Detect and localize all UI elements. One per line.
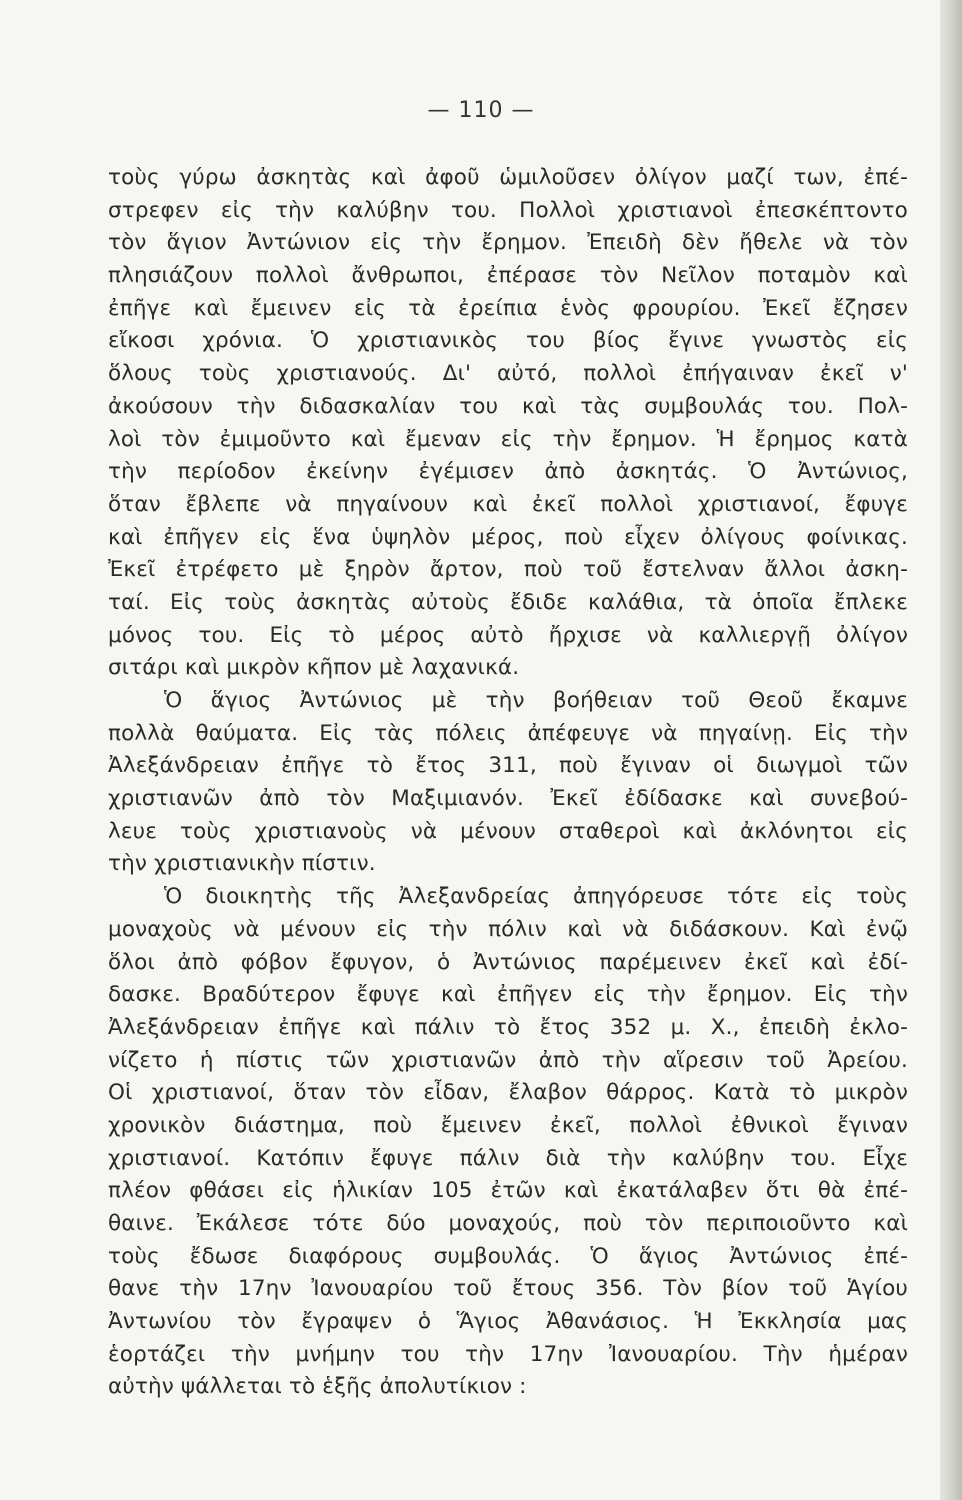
text-line: δασκε. Βραδύτερον ἔφυγε καὶ ἐπῆγεν εἰς τὴν ἔρημον. Εἰς τὴν — [108, 982, 908, 1008]
text-line: αὐτὴν ψάλλεται τὸ ἑξῆς ἀπολυτίκιον : — [108, 1374, 527, 1400]
text-line: ταί. Εἰς τοὺς ἀσκητὰς αὐτοὺς ἔδιδε καλάθια, τὰ ὁποῖα ἔπλεκε — [108, 589, 908, 615]
text-line: λευε τοὺς χριστιανοὺς νὰ μένουν σταθεροὶ καὶ ἀκλόνητοι εἰς — [108, 818, 908, 844]
text-line: θανε τὴν 17ην Ἰανουαρίου τοῦ ἔτους 356. Τὸν βίον τοῦ Ἁγίου — [108, 1276, 908, 1302]
text-line: χρονικὸν διάστημα, ποὺ ἔμεινεν ἐκεῖ, πολλοὶ ἐθνικοὶ ἔγιναν — [108, 1112, 908, 1138]
text-line: τὴν χριστιανικὴν πίστιν. — [108, 851, 376, 877]
text-line: τοὺς γύρω ἀσκητὰς καὶ ἀφοῦ ὡμιλοῦσεν ὀλίγον μαζί των, ἐπέ- — [108, 165, 908, 190]
text-line: πλέον φθάσει εἰς ἡλικίαν 105 ἐτῶν καὶ ἐκατάλαβεν ὅτι θὰ ἐπέ- — [108, 1178, 908, 1204]
text-line: πλησιάζουν πολλοὶ ἄνθρωποι, ἐπέρασε τὸν Νεῖλον ποταμὸν καὶ — [108, 263, 908, 289]
text-line: χριστιανῶν ἀπὸ τὸν Μαξιμιανόν. Ἐκεῖ ἐδίδασκε καὶ συνεβού- — [108, 786, 908, 812]
text-line: τοὺς ἔδωσε διαφόρους συμβουλάς. Ὁ ἅγιος Ἀντώνιος ἐπέ- — [108, 1243, 908, 1269]
text-line: ἐπῆγε καὶ ἔμεινεν εἰς τὰ ἐρείπια ἑνὸς φρουρίου. Ἐκεῖ ἔζησεν — [108, 295, 908, 321]
text-line: μοναχοὺς νὰ μένουν εἰς τὴν πόλιν καὶ νὰ διδάσκουν. Καὶ ἐνῷ — [108, 916, 908, 942]
text-line: σιτάρι καὶ μικρὸν κῆπον μὲ λαχανικά. — [108, 655, 520, 681]
text-line: ὅλοι ἀπὸ φόβον ἔφυγον, ὁ Ἀντώνιος παρέμεινεν ἐκεῖ καὶ ἐδί- — [108, 949, 908, 975]
page-number: — 110 — — [427, 98, 535, 123]
text-line: τὸν ἅγιον Ἀντώνιον εἰς τὴν ἔρημον. Ἐπειδὴ δὲν ἤθελε νὰ τὸν — [108, 230, 908, 256]
body-text — [108, 162, 908, 1404]
text-line: χριστιανοί. Κατόπιν ἔφυγε πάλιν διὰ τὴν καλύβην του. Εἶχε — [108, 1145, 908, 1171]
text-line: ὅταν ἔβλεπε νὰ πηγαίνουν καὶ ἐκεῖ πολλοὶ χριστιανοί, ἔφυγε — [108, 491, 908, 517]
text-line: λοὶ τὸν ἐμιμοῦντο καὶ ἔμεναν εἰς τὴν ἔρημον. Ἡ ἔρημος κατὰ — [108, 426, 908, 452]
text-line: Ἀντωνίου τὸν ἔγραψεν ὁ Ἅγιος Ἀθανάσιος. Ἡ Ἐκκλησία μας — [108, 1309, 908, 1335]
text-line: νίζετο ἡ πίστις τῶν χριστιανῶν ἀπὸ τὴν αἵρεσιν τοῦ Ἀρείου. — [108, 1047, 908, 1073]
text-line: μόνος του. Εἰς τὸ μέρος αὐτὸ ἤρχισε νὰ καλλιεργῇ ὀλίγον — [108, 622, 908, 648]
text-line: ἑορτάζει τὴν μνήμην του τὴν 17ην Ἰανουαρίου. Τὴν ἡμέραν — [108, 1341, 908, 1367]
paragraph-start-line: Ὁ διοικητὴς τῆς Ἀλεξανδρείας ἀπηγόρευσε τότε εἰς τοὺς — [164, 884, 908, 910]
paragraph-start-line: Ὁ ἅγιος Ἀντώνιος μὲ τὴν βοήθειαν τοῦ Θεοῦ ἔκαμνε — [164, 688, 908, 713]
text-line: καὶ ἐπῆγεν εἰς ἕνα ὑψηλὸν μέρος, ποὺ εἶχεν ὀλίγους φοίνικας. — [108, 524, 908, 550]
text-line: θαινε. Ἐκάλεσε τότε δύο μοναχούς, ποὺ τὸν περιποιοῦντο καὶ — [108, 1211, 908, 1236]
text-line: εἴκοσι χρόνια. Ὁ χριστιανικὸς του βίος ἔγινε γνωστὸς εἰς — [108, 328, 908, 354]
text-line: στρεφεν εἰς τὴν καλύβην του. Πολλοὶ χριστιανοὶ ἐπεσκέπτοντο — [108, 197, 908, 223]
text-line: πολλὰ θαύματα. Εἰς τὰς πόλεις ἀπέφευγε νὰ πηγαίνῃ. Εἰς τὴν — [108, 720, 908, 746]
text-line: Ἐκεῖ ἐτρέφετο μὲ ξηρὸν ἄρτον, ποὺ τοῦ ἔστελναν ἄλλοι ἀσκη- — [108, 557, 908, 583]
text-line: ὅλους τοὺς χριστιανούς. Δι' αὐτό, πολλοὶ ἐπήγαιναν ἐκεῖ ν' — [108, 361, 908, 387]
text-line: τὴν περίοδον ἐκείνην ἐγέμισεν ἀπὸ ἀσκητάς. Ὁ Ἀντώνιος, — [108, 459, 908, 485]
page-edge-shadow — [940, 0, 962, 1500]
text-line: Οἱ χριστιανοί, ὅταν τὸν εἶδαν, ἔλαβον θάρρος. Κατὰ τὸ μικρὸν — [108, 1080, 908, 1106]
text-line: ἀκούσουν τὴν διδασκαλίαν του καὶ τὰς συμβουλάς του. Πολ- — [108, 393, 908, 419]
text-line: Ἀλεξάνδρειαν ἐπῆγε τὸ ἔτος 311, ποὺ ἔγιναν οἱ διωγμοὶ τῶν — [108, 753, 908, 779]
text-line: Ἀλεξάνδρειαν ἐπῆγε καὶ πάλιν τὸ ἔτος 352 μ. Χ., ἐπειδὴ ἐκλο- — [108, 1014, 908, 1040]
